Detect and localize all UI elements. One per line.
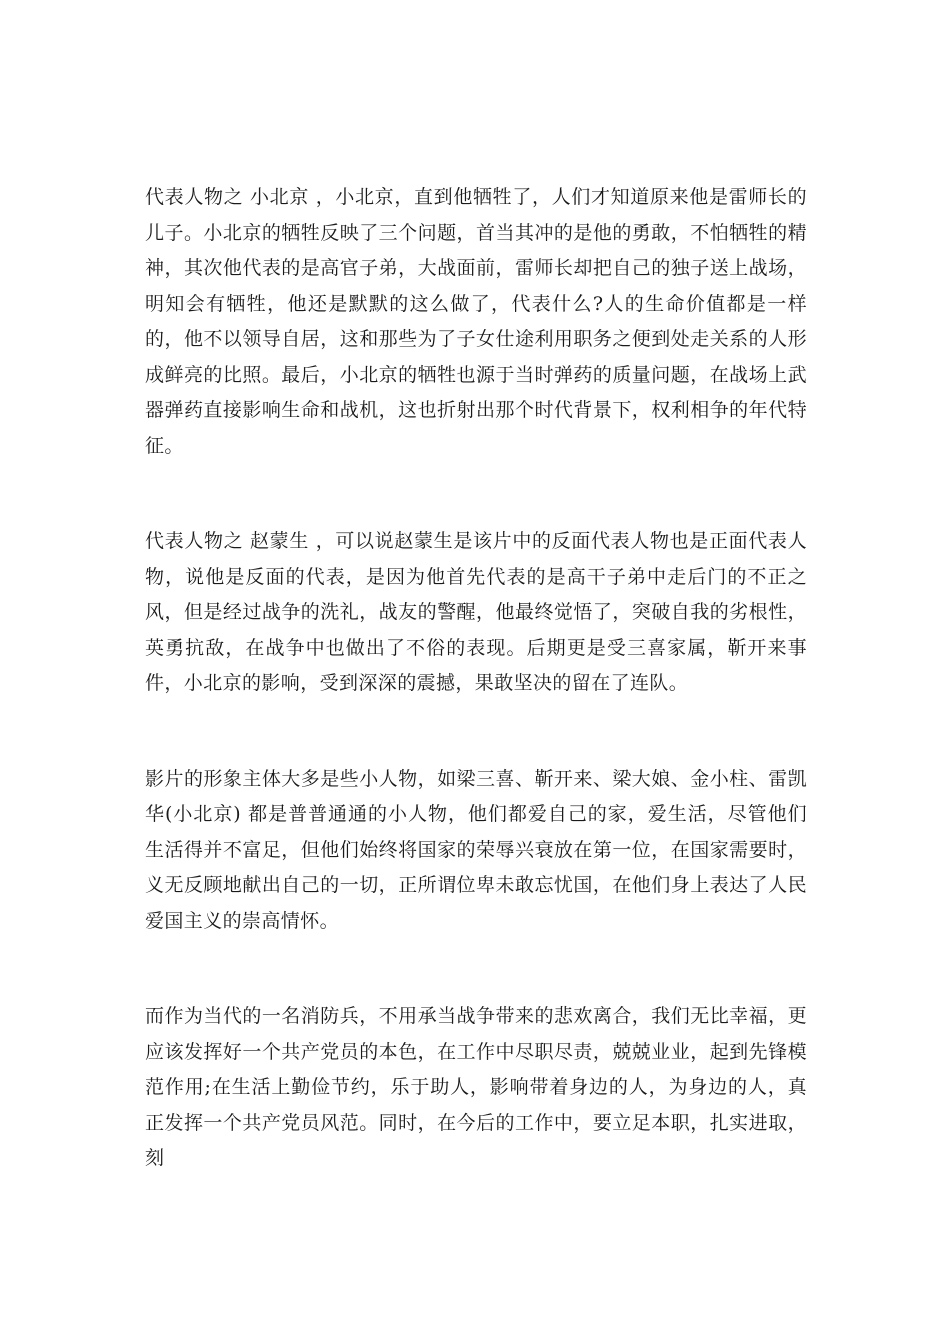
paragraph-firefighter-reflection: 而作为当代的一名消防兵，不用承当战争带来的悲欢离合，我们无比幸福，更应该发挥好一个共产党员的本色，在工作中尽职尽责，兢兢业业，起到先锋模范作用;在生活上勤俭节约，乐于助人，影响带着身边的人，为身边的人，真正发挥一个共产党员风范。同时，在今后的工作中，要立足本职，扎实进取，刻 bbox=[145, 1005, 807, 1169]
paragraph-zhao-mengsheng: 代表人物之 赵蒙生 ，可以说赵蒙生是该片中的反面代表人物也是正面代表人物，说他是反面的代表，是因为他首先代表的是高干子弟中走后门的不正之风，但是经过战争的洗礼，战友的警醒，他最终觉悟了，突破自我的劣根性，英勇抗敌，在战争中也做出了不俗的表现。后期更是受三喜家属，靳开来事件，小北京的影响，受到深深的震撼，果敢坚决的留在了连队。 bbox=[145, 530, 807, 694]
paragraph-xiao-beijing: 代表人物之 小北京 ，小北京，直到他牺牲了，人们才知道原来他是雷师长的儿子。小北京的牺牲反映了三个问题，首当其冲的是他的勇敢，不怕牺牲的精神，其次他代表的是高官子弟，大战面前，雷师长却把自己的独子送上战场，明知会有牺牲，他还是默默的这么做了，代表什么?人的生命价值都是一样的，他不以领导自居，这和那些为了子女仕途利用职务之便到处走关系的人形成鲜亮的比照。最后，小北京的牺牲也源于当时弹药的质量问题，在战场上武器弹药直接影响生命和战机，这也折射出那个时代背景下，权利相争的年代特征。 bbox=[145, 186, 807, 457]
paragraph-ordinary-people: 影片的形象主体大多是些小人物，如梁三喜、靳开来、梁大娘、金小柱、雷凯华(小北京) 都是普普通通的小人物，他们都爱自己的家，爱生活，尽管他们生活得并不富足，但他们始终将国家的荣辱兴衰放在第一位，在国家需要时，义无反顾地献出自己的一切，正所谓位卑未敢忘忧国，在他们身上表达了人民爱国主义的崇高情怀。 bbox=[145, 767, 807, 932]
document-body bbox=[145, 180, 807, 1177]
